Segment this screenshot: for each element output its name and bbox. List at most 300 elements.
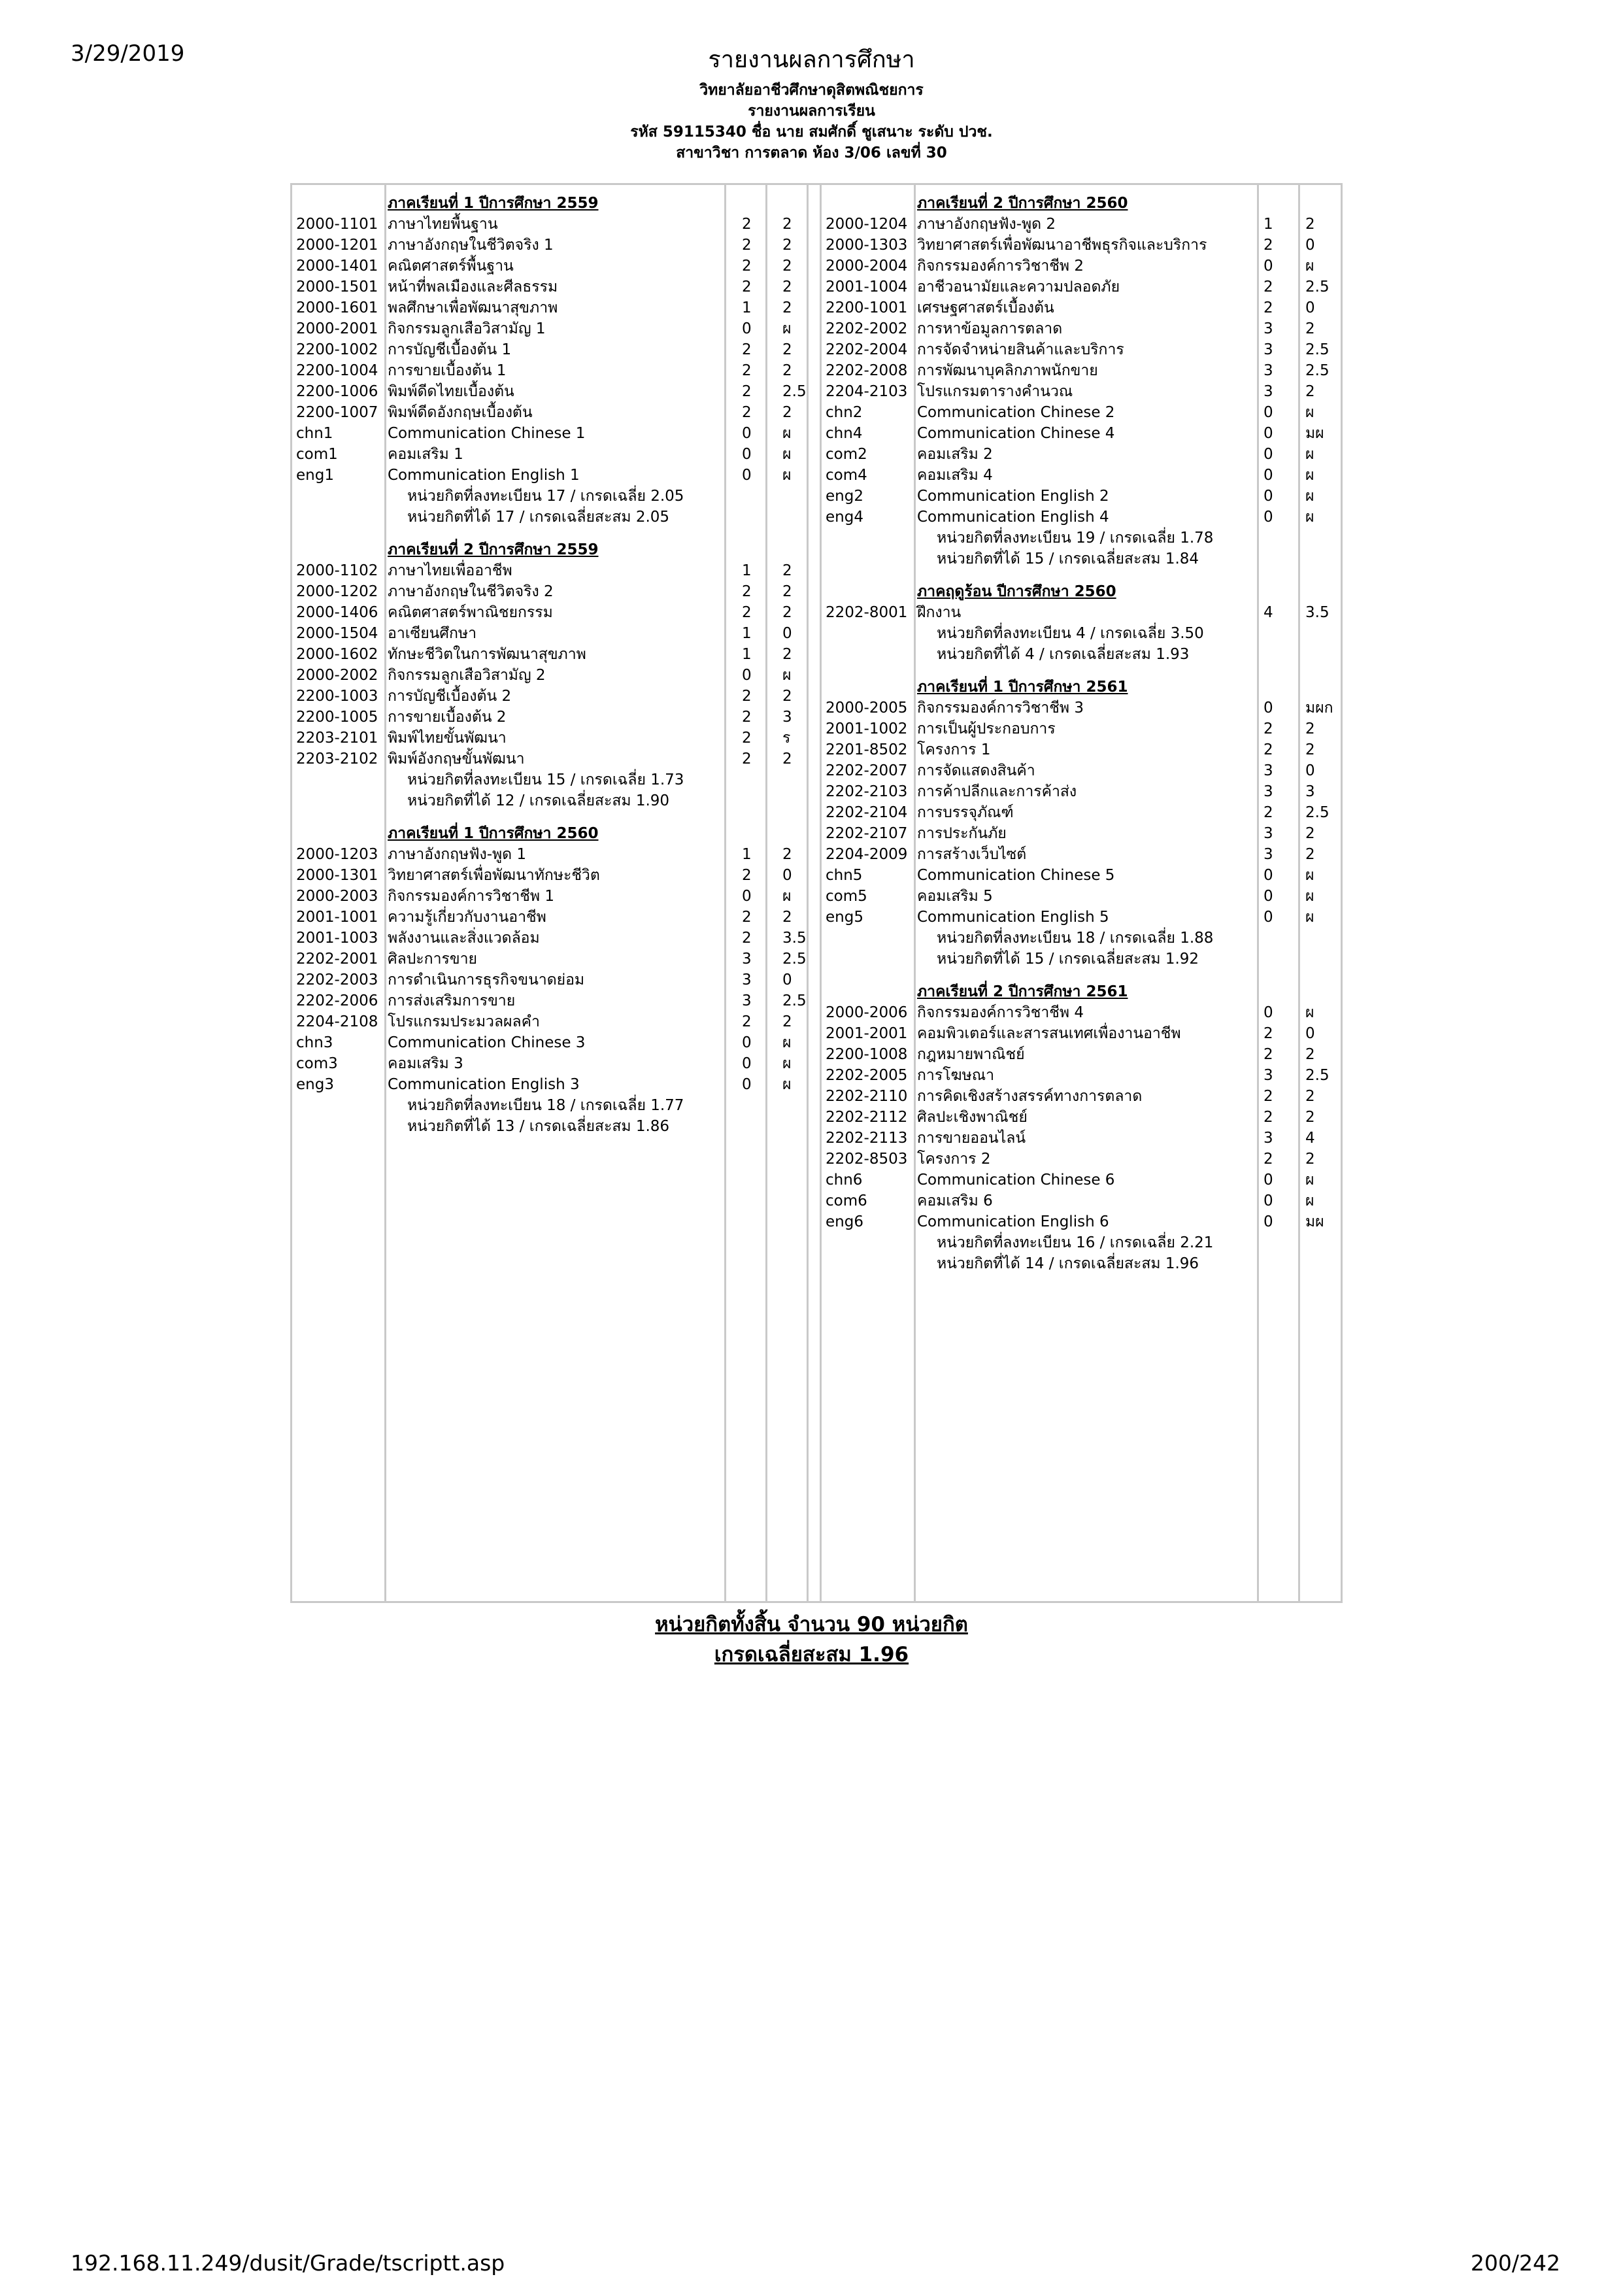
course-row — [822, 718, 1345, 739]
semester-gap — [822, 569, 1345, 581]
course-grade: 0 — [782, 867, 792, 884]
course-code: 2000-1303 — [826, 237, 908, 254]
semester-summary-earned — [822, 949, 1345, 970]
course-credit: 2 — [1263, 1109, 1273, 1126]
course-credit: 0 — [1263, 888, 1273, 905]
course-grade: ผ — [782, 1076, 792, 1093]
course-grade: 2.5 — [1305, 804, 1330, 821]
course-grade: 2.5 — [782, 383, 807, 400]
cumulative-gpa: เกรดเฉลี่ยสะสม 1.96 — [714, 1643, 909, 1666]
course-grade: ผ — [1305, 867, 1314, 884]
course-code: com2 — [826, 446, 867, 463]
course-grade: ผ — [782, 888, 792, 905]
course-row — [292, 318, 815, 339]
course-name: Communication Chinese 2 — [917, 404, 1115, 421]
course-credit: 3 — [1263, 846, 1273, 863]
course-code: 2202-2006 — [296, 992, 378, 1009]
course-name: กิจกรรมองค์การวิชาชีพ 2 — [917, 258, 1084, 275]
course-name: คอมเสริม 2 — [917, 446, 993, 463]
course-row — [292, 644, 815, 665]
course-grade: 2 — [782, 279, 792, 295]
summary-text: หน่วยกิตที่ได้ 15 / เกรดเฉลี่ยสะสม 1.84 — [937, 550, 1199, 567]
semester-summary-earned — [292, 1116, 815, 1137]
course-name: คอมเสริม 1 — [388, 446, 463, 463]
course-name: พิมพ์ดีดอังกฤษเบื้องต้น — [388, 404, 533, 421]
semester-summary-registered — [292, 769, 815, 790]
course-code: 2001-1004 — [826, 279, 908, 295]
course-grade: 0 — [1305, 237, 1315, 254]
course-code: com3 — [296, 1055, 338, 1072]
course-row — [292, 886, 815, 907]
course-credit: 3 — [742, 951, 752, 968]
course-row — [822, 1211, 1345, 1232]
course-credit: 1 — [742, 299, 752, 316]
course-name: โปรแกรมประมวลผลคำ — [388, 1013, 540, 1030]
course-code: com1 — [296, 446, 338, 463]
course-grade: มผ — [1305, 1213, 1324, 1230]
course-row — [292, 970, 815, 990]
summary-text: หน่วยกิตที่ได้ 15 / เกรดเฉลี่ยสะสม 1.92 — [937, 951, 1199, 968]
course-row — [292, 928, 815, 949]
course-row — [822, 1128, 1345, 1149]
course-name: การจัดแสดงสินค้า — [917, 762, 1035, 779]
course-credit: 3 — [1263, 1067, 1273, 1084]
course-row — [292, 728, 815, 749]
summary-text: หน่วยกิตที่ได้ 4 / เกรดเฉลี่ยสะสม 1.93 — [937, 646, 1190, 663]
course-credit: 0 — [742, 467, 752, 484]
course-credit: 2 — [742, 237, 752, 254]
semester-header — [292, 193, 815, 214]
course-row — [822, 1065, 1345, 1086]
course-code: 2001-1002 — [826, 720, 908, 737]
course-name: ภาษาไทยเพื่ออาชีพ — [388, 562, 512, 579]
course-grade: ผ — [782, 467, 792, 484]
course-credit: 0 — [742, 888, 752, 905]
course-grade: 4 — [1305, 1130, 1315, 1147]
course-grade: 2 — [1305, 1046, 1315, 1063]
course-credit: 1 — [742, 562, 752, 579]
course-name: ภาษาอังกฤษในชีวิตจริง 2 — [388, 583, 554, 600]
course-grade: ผ — [1305, 909, 1314, 926]
course-grade: 2 — [782, 846, 792, 863]
semester-header — [822, 981, 1345, 1002]
semester-title: ภาคเรียนที่ 1 ปีการศึกษา 2560 — [388, 825, 599, 842]
summary-text: หน่วยกิตที่ลงทะเบียน 18 / เกรดเฉลี่ย 1.77 — [407, 1097, 684, 1114]
course-credit: 2 — [1263, 1088, 1273, 1105]
course-credit: 4 — [1263, 604, 1273, 621]
course-code: com6 — [826, 1192, 867, 1209]
course-credit: 3 — [742, 971, 752, 988]
course-credit: 0 — [1263, 909, 1273, 926]
course-credit: 2 — [742, 383, 752, 400]
course-code: 2202-2004 — [826, 341, 908, 358]
course-code: 2202-2113 — [826, 1130, 908, 1147]
course-grade: 2.5 — [1305, 341, 1330, 358]
course-grade: 3.5 — [782, 930, 807, 947]
course-name: ศิลปะเชิงพาณิชย์ — [917, 1109, 1028, 1126]
semester-gap — [822, 970, 1345, 981]
course-grade: 2 — [782, 646, 792, 663]
semester-summary-earned — [822, 644, 1345, 665]
course-code: 2200-1002 — [296, 341, 378, 358]
course-credit: 0 — [1263, 700, 1273, 717]
course-name: Communication Chinese 5 — [917, 867, 1115, 884]
course-row — [292, 423, 815, 444]
course-name: Communication English 4 — [917, 509, 1109, 526]
left-column — [292, 193, 815, 1137]
course-code: com5 — [826, 888, 867, 905]
course-row — [292, 256, 815, 277]
course-row — [822, 423, 1345, 444]
course-grade: ผ — [782, 446, 792, 463]
semester-title: ภาคฤดูร้อน ปีการศึกษา 2560 — [917, 583, 1116, 600]
course-grade: 2 — [782, 688, 792, 705]
semester-title: ภาคเรียนที่ 1 ปีการศึกษา 2561 — [917, 679, 1128, 696]
course-code: chn5 — [826, 867, 863, 884]
course-code: 2204-2009 — [826, 846, 908, 863]
course-credit: 2 — [742, 930, 752, 947]
course-row — [822, 277, 1345, 297]
course-name: อาชีวอนามัยและความปลอดภัย — [917, 279, 1120, 295]
course-row — [292, 602, 815, 623]
course-name: กฎหมายพาณิชย์ — [917, 1046, 1025, 1063]
course-code: 2202-2003 — [296, 971, 378, 988]
course-grade: 2 — [1305, 383, 1315, 400]
course-grade: 2 — [1305, 216, 1315, 233]
course-name: การบรรจุภัณฑ์ — [917, 804, 1014, 821]
course-credit: 2 — [742, 1013, 752, 1030]
semester-summary-earned — [292, 790, 815, 811]
course-credit: 0 — [1263, 1004, 1273, 1021]
course-code: 2202-8503 — [826, 1151, 908, 1168]
course-row — [822, 1086, 1345, 1107]
course-code: 2202-2007 — [826, 762, 908, 779]
course-grade: ผ — [1305, 509, 1314, 526]
course-code: 2000-2002 — [296, 667, 378, 684]
course-row — [292, 339, 815, 360]
course-code: eng2 — [826, 488, 863, 505]
course-credit: 1 — [1263, 216, 1273, 233]
course-credit: 2 — [1263, 1046, 1273, 1063]
course-code: 2202-2112 — [826, 1109, 908, 1126]
course-name: Communication English 6 — [917, 1213, 1109, 1230]
course-code: 2200-1006 — [296, 383, 378, 400]
course-grade: 2 — [782, 583, 792, 600]
course-row — [292, 686, 815, 707]
course-name: กิจกรรมองค์การวิชาชีพ 3 — [917, 700, 1084, 717]
course-grade: ผ — [1305, 1004, 1314, 1021]
course-credit: 1 — [742, 846, 752, 863]
course-name: การดำเนินการธุรกิจขนาดย่อม — [388, 971, 585, 988]
course-name: หน้าที่พลเมืองและศีลธรรม — [388, 279, 558, 295]
course-code: 2203-2102 — [296, 751, 378, 768]
course-grade: ผ — [782, 667, 792, 684]
course-code: 2202-2104 — [826, 804, 908, 821]
course-code: chn6 — [826, 1172, 863, 1189]
course-credit: 2 — [742, 688, 752, 705]
semester-summary-registered — [822, 623, 1345, 644]
course-row — [822, 865, 1345, 886]
course-code: 2000-1601 — [296, 299, 378, 316]
course-credit: 2 — [742, 709, 752, 726]
totals — [0, 1610, 1623, 1670]
course-row — [822, 907, 1345, 928]
course-grade: ผ — [1305, 888, 1314, 905]
course-grade: ผ — [782, 425, 792, 442]
course-credit: 0 — [1263, 488, 1273, 505]
course-name: การขายเบื้องต้น 1 — [388, 362, 507, 379]
course-name: พิมพ์ไทยขั้นพัฒนา — [388, 730, 507, 747]
course-credit: 0 — [1263, 258, 1273, 275]
course-credit: 2 — [1263, 741, 1273, 758]
course-name: การสร้างเว็บไซต์ — [917, 846, 1027, 863]
course-name: การเป็นผู้ประกอบการ — [917, 720, 1056, 737]
course-name: กิจกรรมองค์การวิชาชีพ 4 — [917, 1004, 1084, 1021]
course-credit: 0 — [1263, 867, 1273, 884]
print-page-number: 200/242 — [1470, 2250, 1560, 2276]
course-name: ความรู้เกี่ยวกับงานอาชีพ — [388, 909, 546, 926]
course-grade: 2 — [782, 562, 792, 579]
course-code: 2200-1001 — [826, 299, 908, 316]
course-credit: 0 — [742, 320, 752, 337]
course-name: การจัดจำหน่ายสินค้าและบริการ — [917, 341, 1124, 358]
course-name: Communication Chinese 6 — [917, 1172, 1115, 1189]
course-row — [822, 1170, 1345, 1190]
course-code: 2202-2103 — [826, 783, 908, 800]
course-grade: ผ — [1305, 258, 1314, 275]
course-name: ศิลปะการขาย — [388, 951, 477, 968]
course-credit: 1 — [742, 625, 752, 642]
course-code: 2000-2005 — [826, 700, 908, 717]
course-grade: 2 — [1305, 825, 1315, 842]
course-row — [292, 560, 815, 581]
course-code: 2000-1203 — [296, 846, 378, 863]
semester-gap — [292, 528, 815, 539]
course-row — [822, 1107, 1345, 1128]
semester-header — [822, 193, 1345, 214]
course-credit: 0 — [1263, 1172, 1273, 1189]
course-row — [822, 256, 1345, 277]
course-grade: 3.5 — [1305, 604, 1330, 621]
transcript-table — [290, 183, 1343, 1603]
course-credit: 1 — [742, 646, 752, 663]
course-grade: 2 — [782, 909, 792, 926]
course-name: วิทยาศาสตร์เพื่อพัฒนาทักษะชีวิต — [388, 867, 600, 884]
course-grade: 0 — [1305, 299, 1315, 316]
course-row — [822, 602, 1345, 623]
course-row — [822, 1002, 1345, 1023]
course-row — [292, 907, 815, 928]
course-code: eng6 — [826, 1213, 863, 1230]
semester-gap — [292, 811, 815, 823]
course-grade: 2 — [782, 362, 792, 379]
course-row — [822, 444, 1345, 465]
course-credit: 0 — [742, 1076, 752, 1093]
course-credit: 0 — [742, 667, 752, 684]
semester-summary-registered — [822, 928, 1345, 949]
course-credit: 2 — [1263, 804, 1273, 821]
course-row — [822, 297, 1345, 318]
course-grade: 2 — [782, 258, 792, 275]
course-name: การขายเบื้องต้น 2 — [388, 709, 507, 726]
course-credit: 2 — [1263, 299, 1273, 316]
course-row — [292, 749, 815, 769]
course-row — [292, 444, 815, 465]
course-row — [822, 1190, 1345, 1211]
course-credit: 2 — [742, 216, 752, 233]
semester-header — [292, 823, 815, 844]
summary-text: หน่วยกิตที่ลงทะเบียน 4 / เกรดเฉลี่ย 3.50 — [937, 625, 1204, 642]
print-url: 192.168.11.249/dusit/Grade/tscriptt.asp — [71, 2250, 505, 2276]
course-credit: 2 — [742, 909, 752, 926]
course-credit: 3 — [1263, 362, 1273, 379]
course-credit: 0 — [1263, 467, 1273, 484]
course-credit: 2 — [1263, 279, 1273, 295]
course-row — [822, 886, 1345, 907]
course-credit: 0 — [1263, 404, 1273, 421]
course-grade: ผ — [1305, 488, 1314, 505]
course-row — [822, 381, 1345, 402]
course-name: ทักษะชีวิตในการพัฒนาสุขภาพ — [388, 646, 586, 663]
semester-title: ภาคเรียนที่ 1 ปีการศึกษา 2559 — [388, 195, 599, 212]
course-code: 2202-8001 — [826, 604, 908, 621]
course-name: คณิตศาสตร์พาณิชยกรรม — [388, 604, 553, 621]
right-column — [822, 193, 1345, 1274]
course-code: 2000-1401 — [296, 258, 378, 275]
course-name: การคิดเชิงสร้างสรรค์ทางการตลาด — [917, 1088, 1143, 1105]
course-name: การขายออนไลน์ — [917, 1130, 1026, 1147]
course-name: ฝึกงาน — [917, 604, 962, 621]
course-code: 2001-1003 — [296, 930, 378, 947]
course-grade: 2 — [782, 751, 792, 768]
student-info: รหัส 59115340 ชื่อ นาย สมศักดิ์ ชูเสนาะ ระดับ ปวช. — [630, 124, 993, 141]
course-row — [292, 214, 815, 235]
course-row — [822, 1023, 1345, 1044]
course-grade: 0 — [1305, 1025, 1315, 1042]
course-grade: 2 — [782, 216, 792, 233]
course-code: 2001-1001 — [296, 909, 378, 926]
course-credit: 2 — [742, 362, 752, 379]
course-name: พิมพ์อังกฤษขั้นพัฒนา — [388, 751, 525, 768]
course-name: โครงการ 2 — [917, 1151, 991, 1168]
course-credit: 3 — [1263, 1130, 1273, 1147]
course-code: 2000-1504 — [296, 625, 378, 642]
total-credits: หน่วยกิตทั้งสิ้น จำนวน 90 หน่วยกิต — [655, 1613, 968, 1636]
course-row — [292, 581, 815, 602]
course-name: คอมพิวเตอร์และสารสนเทศเพื่องานอาชีพ — [917, 1025, 1181, 1042]
course-credit: 2 — [1263, 237, 1273, 254]
course-code: 2000-1501 — [296, 279, 378, 295]
course-row — [292, 1074, 815, 1095]
course-row — [822, 1149, 1345, 1170]
course-row — [822, 739, 1345, 760]
course-code: chn4 — [826, 425, 863, 442]
course-credit: 2 — [742, 867, 752, 884]
course-grade: ผ — [782, 1034, 792, 1051]
course-name: Communication Chinese 4 — [917, 425, 1115, 442]
course-row — [292, 990, 815, 1011]
course-code: 2200-1003 — [296, 688, 378, 705]
course-name: กิจกรรมลูกเสือวิสามัญ 2 — [388, 667, 546, 684]
course-name: Communication English 5 — [917, 909, 1109, 926]
course-grade: 2 — [782, 604, 792, 621]
course-row — [292, 465, 815, 486]
summary-text: หน่วยกิตที่ได้ 17 / เกรดเฉลี่ยสะสม 2.05 — [407, 509, 670, 526]
course-row — [822, 802, 1345, 823]
course-grade: 2 — [782, 1013, 792, 1030]
course-code: com4 — [826, 467, 867, 484]
course-grade: 2 — [1305, 1088, 1315, 1105]
course-code: chn1 — [296, 425, 333, 442]
course-row — [822, 823, 1345, 844]
course-name: Communication English 2 — [917, 488, 1109, 505]
course-grade: 2 — [782, 237, 792, 254]
course-credit: 2 — [1263, 720, 1273, 737]
course-row — [292, 381, 815, 402]
course-code: 2000-1101 — [296, 216, 378, 233]
summary-text: หน่วยกิตที่ลงทะเบียน 18 / เกรดเฉลี่ย 1.88 — [937, 930, 1214, 947]
course-row — [822, 339, 1345, 360]
course-credit: 0 — [1263, 509, 1273, 526]
course-name: คอมเสริม 4 — [917, 467, 993, 484]
course-name: คณิตศาสตร์พื้นฐาน — [388, 258, 514, 275]
course-credit: 2 — [742, 604, 752, 621]
course-name: การโฆษณา — [917, 1067, 995, 1084]
course-name: วิทยาศาสตร์เพื่อพัฒนาอาชีพธุรกิจและบริการ — [917, 237, 1207, 254]
course-row — [822, 235, 1345, 256]
semester-title: ภาคเรียนที่ 2 ปีการศึกษา 2560 — [917, 195, 1128, 212]
course-code: 2204-2108 — [296, 1013, 378, 1030]
course-row — [822, 214, 1345, 235]
print-title: รายงานผลการศึกษา — [708, 46, 915, 73]
course-credit: 0 — [742, 446, 752, 463]
course-grade: ผ — [1305, 446, 1314, 463]
summary-text: หน่วยกิตที่ลงทะเบียน 19 / เกรดเฉลี่ย 1.78 — [937, 530, 1214, 547]
course-name: โปรแกรมตารางคำนวณ — [917, 383, 1073, 400]
course-code: chn3 — [296, 1034, 333, 1051]
course-name: กิจกรรมลูกเสือวิสามัญ 1 — [388, 320, 546, 337]
course-row — [292, 277, 815, 297]
course-row — [292, 949, 815, 970]
course-grade: 2 — [1305, 1151, 1315, 1168]
program-info: สาขาวิชา การตลาด ห้อง 3/06 เลขที่ 30 — [676, 144, 947, 161]
semester-header — [822, 677, 1345, 698]
course-grade: ผ — [782, 320, 792, 337]
course-row — [822, 318, 1345, 339]
semester-summary-registered — [822, 1232, 1345, 1253]
course-name: การส่งเสริมการขาย — [388, 992, 516, 1009]
course-grade: 2.5 — [1305, 362, 1330, 379]
course-grade: 2.5 — [782, 992, 807, 1009]
course-grade: ผ — [1305, 467, 1314, 484]
course-grade: ผ — [1305, 1192, 1314, 1209]
course-row — [822, 698, 1345, 718]
course-code: 2201-8502 — [826, 741, 908, 758]
summary-text: หน่วยกิตที่ได้ 14 / เกรดเฉลี่ยสะสม 1.96 — [937, 1255, 1199, 1272]
course-code: 2000-2004 — [826, 258, 908, 275]
semester-title: ภาคเรียนที่ 2 ปีการศึกษา 2559 — [388, 541, 599, 558]
course-name: การประกันภัย — [917, 825, 1007, 842]
course-code: 2202-2110 — [826, 1088, 908, 1105]
course-code: 2001-2001 — [826, 1025, 908, 1042]
course-name: คอมเสริม 6 — [917, 1192, 993, 1209]
course-name: ภาษาอังกฤษฟัง-พูด 2 — [917, 216, 1056, 233]
course-grade: 2 — [1305, 1109, 1315, 1126]
course-credit: 2 — [742, 751, 752, 768]
course-name: Communication Chinese 3 — [388, 1034, 586, 1051]
semester-summary-registered — [292, 486, 815, 507]
course-row — [822, 486, 1345, 507]
